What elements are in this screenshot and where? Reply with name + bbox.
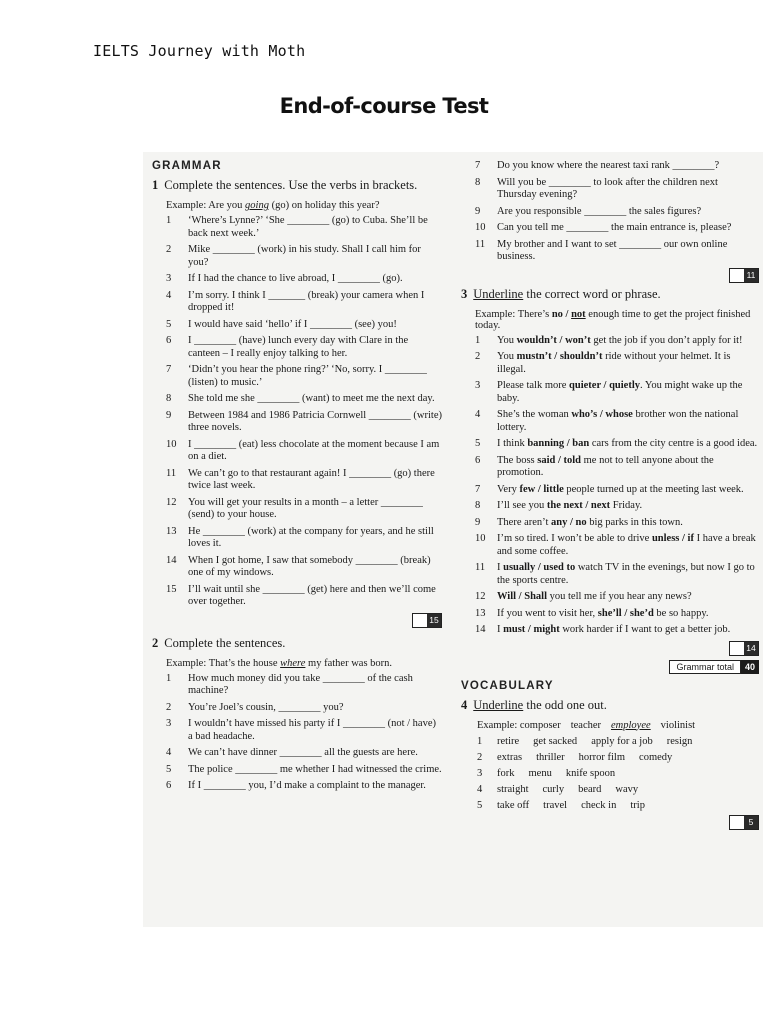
task2-items-right bbox=[461, 160, 759, 264]
task3-score bbox=[461, 641, 759, 656]
question-item: 2 You mustn’t / shouldn’t ride without your helmet. It is illegal. bbox=[475, 351, 731, 375]
grammar-total-label: Grammar total bbox=[669, 660, 741, 674]
question-item: 11 My brother and I want to set ________ our own online business. bbox=[475, 238, 728, 262]
question-item: 7 Do you know where the nearest taxi rank ________? bbox=[475, 160, 720, 171]
vocab-item: 1 retire get sacked apply for a job resign bbox=[477, 735, 693, 747]
vocabulary-heading: VOCABULARY bbox=[461, 679, 554, 692]
question-item: 1 ‘Where’s Lynne?’ ‘She ________ (go) to Cuba. She’ll be back next week.’ bbox=[166, 215, 428, 239]
question-item: 3 If I had the chance to live abroad, I ________ (go). bbox=[166, 273, 403, 284]
grammar-heading: GRAMMAR bbox=[152, 160, 222, 172]
vocab-item: 5 take off travel check in trip bbox=[477, 799, 645, 811]
question-item: 8 I’ll see you the next / next Friday. bbox=[475, 500, 643, 511]
task3-items bbox=[461, 335, 759, 637]
score-box: 15 bbox=[412, 613, 442, 628]
question-item: 7 ‘Didn’t you hear the phone ring?’ ‘No, sorry. I ________ (listen) to music.’ bbox=[166, 364, 427, 388]
task4-example: Example: composer teacher employee violinist bbox=[477, 719, 696, 731]
test-sheet bbox=[143, 152, 763, 927]
task2-example: Example: That’s the house where my father was born. bbox=[166, 657, 393, 669]
question-item: 8 Will you be ________ to look after the children next Thursday evening? bbox=[475, 176, 718, 200]
question-item: 7 Very few / little people turned up at the meeting last week. bbox=[475, 483, 744, 495]
vocab-item: 4 straight curly beard wavy bbox=[477, 783, 639, 795]
question-item: 9 Are you responsible ________ the sales figures? bbox=[475, 205, 702, 217]
score-box: 14 bbox=[729, 641, 759, 656]
question-item: 3 Please talk more quieter / quietly. You might wake up the baby. bbox=[475, 380, 743, 404]
question-item: 5 I think banning / ban cars from the city centre is a good idea. bbox=[475, 438, 758, 449]
question-item: 11 We can’t go to that restaurant again! I ________ (go) there twice last week. bbox=[166, 467, 435, 491]
question-item: 6 If I ________ you, I’d make a complaint to the manager. bbox=[166, 780, 426, 791]
grammar-total bbox=[461, 660, 759, 674]
task2-instruction: 2 Complete the sentences. bbox=[152, 635, 286, 650]
question-item: 3 I wouldn’t have missed his party if I ________ (not / have) a bad headache. bbox=[166, 718, 436, 742]
question-item: 2 You’re Joel’s cousin, ________ you? bbox=[166, 701, 344, 713]
question-item: 11 I usually / used to watch TV in the evenings, but now I go to the sports centre. bbox=[475, 562, 755, 586]
question-item: 13 If you went to visit her, she’ll / she’d be so happy. bbox=[475, 607, 709, 619]
question-item: 15 I’ll wait until she ________ (get) here and then we’ll come over together. bbox=[166, 583, 436, 607]
question-item: 6 I ________ (have) lunch every day with Clare in the canteen – I really enjoy talking to her. bbox=[166, 335, 409, 359]
task4-items bbox=[461, 736, 759, 811]
question-item: 10 Can you tell me ________ the main entrance is, please? bbox=[475, 222, 732, 233]
vocab-item: 3 fork menu knife spoon bbox=[477, 767, 616, 779]
question-item: 8 She told me she ________ (want) to meet me the next day. bbox=[166, 393, 435, 404]
question-item: 12 Will / Shall you tell me if you hear any news? bbox=[475, 591, 692, 602]
question-item: 9 Between 1984 and 1986 Patricia Cornwell ________ (write) three novels. bbox=[166, 409, 442, 433]
question-item: 14 When I got home, I saw that somebody ________ (break) one of my windows. bbox=[166, 554, 431, 578]
question-item: 10 I’m so tired. I won’t be able to drive unless / if I have a break and some coffee. bbox=[475, 533, 756, 557]
task1-instruction: 1 Complete the sentences. Use the verbs in brackets. bbox=[152, 178, 418, 192]
question-item: 13 He ________ (work) at the company for years, and he still loves it. bbox=[166, 525, 434, 549]
question-item: 5 I would have said ‘hello’ if I ________ (see) you! bbox=[166, 318, 397, 330]
question-item: 1 You wouldn’t / won’t get the job if you don’t apply for it! bbox=[475, 334, 743, 346]
task2-score bbox=[461, 268, 759, 283]
page-header: IELTS Journey with Moth bbox=[93, 42, 306, 60]
page-title: End-of-course Test bbox=[279, 94, 489, 118]
question-item: 5 The police ________ me whether I had witnessed the crime. bbox=[166, 763, 442, 775]
left-column bbox=[152, 160, 442, 793]
question-item: 6 The boss said / told me not to tell anyone about the promotion. bbox=[475, 454, 714, 478]
question-item: 4 She’s the woman who’s / whose brother won the national lottery. bbox=[475, 409, 739, 433]
question-item: 4 I’m sorry. I think I _______ (break) your camera when I dropped it! bbox=[166, 289, 425, 313]
question-item: 1 How much money did you take ________ of the cash machine? bbox=[166, 672, 413, 696]
question-item: 12 You will get your results in a month – a letter ________ (send) to your house. bbox=[166, 496, 423, 520]
right-column bbox=[461, 160, 759, 830]
score-box: 5 bbox=[729, 815, 759, 830]
task2-items-left bbox=[152, 673, 442, 793]
task1-items bbox=[152, 215, 442, 609]
question-item: 4 We can’t have dinner ________ all the guests are here. bbox=[166, 747, 418, 758]
vocab-item: 2 extras thriller horror film comedy bbox=[477, 751, 673, 763]
task3-example: Example: There’s no / not enough time to get the project finished today. bbox=[475, 308, 751, 331]
question-item: 2 Mike ________ (work) in his study. Shall I call him for you? bbox=[166, 244, 421, 268]
task4-score bbox=[461, 815, 759, 830]
grammar-total-value: 40 bbox=[741, 660, 759, 674]
score-box: 11 bbox=[729, 268, 759, 283]
task3-instruction: 3 Underline the correct word or phrase. bbox=[461, 286, 661, 301]
task1-score bbox=[152, 613, 442, 628]
task1-example: Example: Are you going (go) on holiday this year? bbox=[166, 200, 380, 211]
question-item: 9 There aren’t any / no big parks in this town. bbox=[475, 516, 683, 528]
question-item: 10 I ________ (eat) less chocolate at the moment because I am on a diet. bbox=[166, 438, 440, 462]
task4-instruction: 4 Underline the odd one out. bbox=[461, 697, 607, 712]
question-item: 14 I must / might work harder if I want to get a better job. bbox=[475, 624, 731, 635]
